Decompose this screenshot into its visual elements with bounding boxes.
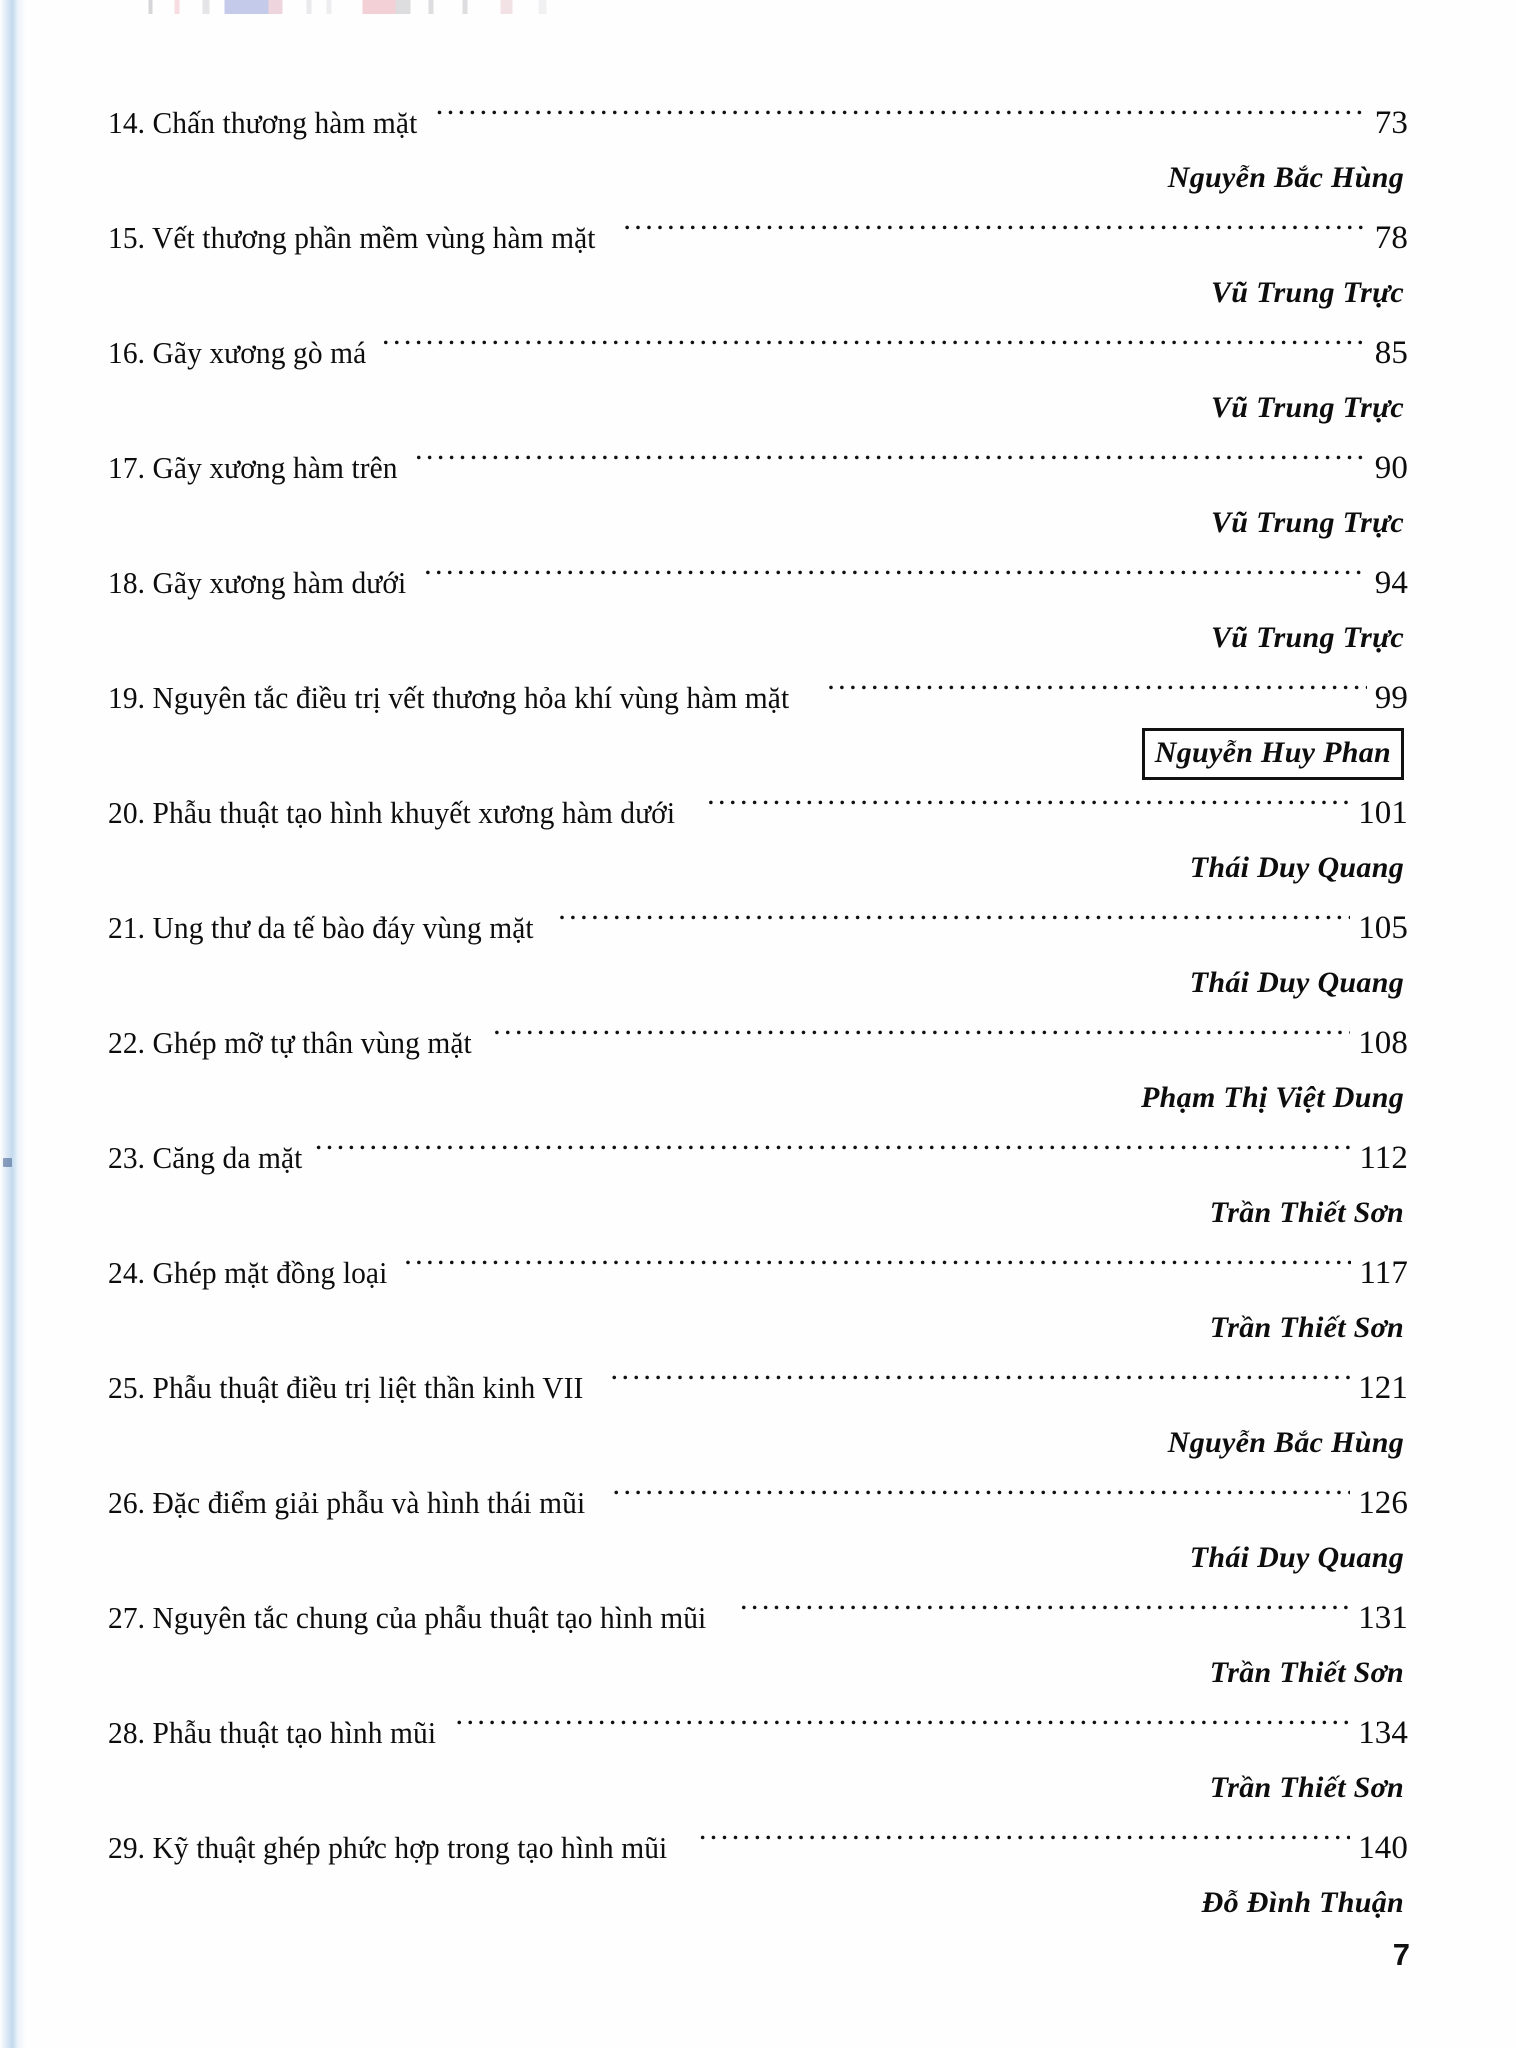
toc-entry-page-number: 73 xyxy=(1374,105,1408,141)
page-folio-number: 7 xyxy=(1392,1937,1410,1972)
toc-entry-page-number: 78 xyxy=(1374,220,1408,256)
toc-entry-line[interactable] xyxy=(108,670,1408,726)
toc-leader-dots xyxy=(493,1022,1350,1053)
toc-entry-page-number: 90 xyxy=(1374,450,1408,486)
toc-entry-page-number: 121 xyxy=(1358,1370,1408,1406)
toc-entry-line[interactable] xyxy=(108,1360,1408,1416)
toc-entry-title: 27. Nguyên tắc chung của phẫu thuật tạo hình mũi xyxy=(108,1600,707,1635)
toc-entry xyxy=(108,1590,1408,1700)
toc-entry-title: 28. Phẫu thuật tạo hình mũi xyxy=(108,1715,437,1750)
toc-entry-title: 19. Nguyên tắc điều trị vết thương hỏa khí vùng hàm mặt xyxy=(108,680,790,715)
scan-artifact-strip xyxy=(110,0,710,14)
toc-entry-author: Nguyễn Bắc Hùng xyxy=(1167,161,1404,194)
toc-entry xyxy=(108,95,1408,205)
table-of-contents xyxy=(108,95,1408,1935)
toc-entry-line[interactable] xyxy=(108,1475,1408,1531)
toc-entry-title: 20. Phẫu thuật tạo hình khuyết xương hàm dưới xyxy=(108,795,676,830)
toc-entry xyxy=(108,900,1408,1010)
toc-entry-line[interactable] xyxy=(108,1820,1408,1876)
toc-entry-author: Nguyễn Bắc Hùng xyxy=(1167,1426,1404,1459)
toc-entry-page-number: 99 xyxy=(1374,680,1408,716)
toc-entry-line[interactable] xyxy=(108,785,1408,841)
toc-leader-dots xyxy=(610,1367,1350,1398)
toc-leader-dots xyxy=(623,217,1367,248)
toc-entry xyxy=(108,670,1408,780)
toc-entry-page-number: 126 xyxy=(1358,1485,1408,1521)
toc-entry-page-number: 94 xyxy=(1374,565,1408,601)
toc-leader-dots xyxy=(699,1827,1350,1858)
toc-leader-dots xyxy=(740,1597,1350,1628)
toc-entry-line[interactable] xyxy=(108,1705,1408,1761)
toc-leader-dots xyxy=(424,562,1367,593)
toc-leader-dots xyxy=(382,332,1367,363)
toc-entry xyxy=(108,1015,1408,1125)
toc-entry-page-number: 140 xyxy=(1358,1830,1408,1866)
toc-entry-page-number: 85 xyxy=(1374,335,1408,371)
toc-entry-author: Trần Thiết Sơn xyxy=(1209,1771,1404,1804)
toc-entry xyxy=(108,325,1408,435)
toc-entry xyxy=(108,555,1408,665)
toc-entry-title: 29. Kỹ thuật ghép phức hợp trong tạo hình mũi xyxy=(108,1830,668,1865)
toc-entry xyxy=(108,785,1408,895)
toc-entry-page-number: 131 xyxy=(1358,1600,1408,1636)
toc-leader-dots xyxy=(315,1137,1352,1168)
page-edge-shadow xyxy=(0,0,26,2048)
toc-leader-dots xyxy=(455,1712,1350,1743)
toc-entry-page-number: 101 xyxy=(1358,795,1408,831)
annotation-box: Nguyễn Huy Phan xyxy=(1142,728,1404,780)
toc-leader-dots xyxy=(415,447,1367,478)
toc-entry xyxy=(108,440,1408,550)
toc-entry-author: Vũ Trung Trực xyxy=(1210,621,1404,654)
toc-entry-author: Thái Duy Quang xyxy=(1189,851,1404,884)
toc-entry xyxy=(108,1360,1408,1470)
toc-entry-author: Thái Duy Quang xyxy=(1189,1541,1404,1574)
toc-entry-title: 24. Ghép mặt đồng loại xyxy=(108,1255,388,1290)
toc-entry-title: 15. Vết thương phần mềm vùng hàm mặt xyxy=(108,220,596,255)
toc-entry-author-boxed xyxy=(108,726,1408,780)
toc-entry xyxy=(108,1130,1408,1240)
toc-leader-dots xyxy=(404,1252,1351,1283)
toc-entry-author: Vũ Trung Trực xyxy=(1210,391,1404,424)
toc-leader-dots xyxy=(436,102,1367,133)
toc-entry-author: Đỗ Đình Thuận xyxy=(1201,1886,1404,1919)
toc-leader-dots xyxy=(558,907,1350,938)
toc-entry-title: 18. Gãy xương hàm dưới xyxy=(108,565,407,600)
toc-entry-author: Phạm Thị Việt Dung xyxy=(1141,1081,1404,1114)
toc-entry-author: Trần Thiết Sơn xyxy=(1209,1311,1404,1344)
toc-entry-title: 17. Gãy xương hàm trên xyxy=(108,450,398,485)
toc-entry-author: Trần Thiết Sơn xyxy=(1209,1196,1404,1229)
toc-entry-page-number: 108 xyxy=(1358,1025,1408,1061)
toc-entry xyxy=(108,1245,1408,1355)
toc-entry-title: 25. Phẫu thuật điều trị liệt thần kinh VII xyxy=(108,1370,584,1405)
toc-entry-title: 16. Gãy xương gò má xyxy=(108,335,367,370)
toc-entry-title: 26. Đặc điểm giải phẫu và hình thái mũi xyxy=(108,1485,586,1520)
toc-entry-page-number: 105 xyxy=(1358,910,1408,946)
toc-entry-line[interactable] xyxy=(108,95,1408,151)
toc-entry xyxy=(108,1475,1408,1585)
toc-entry-author: Vũ Trung Trực xyxy=(1210,276,1404,309)
toc-entry-line[interactable] xyxy=(108,440,1408,496)
toc-entry xyxy=(108,1820,1408,1930)
toc-entry-line[interactable] xyxy=(108,1245,1408,1301)
toc-entry-author: Vũ Trung Trực xyxy=(1210,506,1404,539)
toc-entry xyxy=(108,210,1408,320)
toc-entry xyxy=(108,1705,1408,1815)
toc-entry-line[interactable] xyxy=(108,555,1408,611)
toc-entry-page-number: 117 xyxy=(1359,1255,1408,1291)
toc-entry-line[interactable] xyxy=(108,325,1408,381)
toc-entry-line[interactable] xyxy=(108,1590,1408,1646)
toc-entry-page-number: 112 xyxy=(1359,1140,1408,1176)
toc-entry-line[interactable] xyxy=(108,1015,1408,1071)
page-edge-mark xyxy=(3,1158,12,1167)
toc-entry-line[interactable] xyxy=(108,900,1408,956)
toc-entry-title: 22. Ghép mỡ tự thân vùng mặt xyxy=(108,1025,472,1060)
toc-entry-line[interactable] xyxy=(108,210,1408,266)
toc-entry-title: 21. Ung thư da tế bào đáy vùng mặt xyxy=(108,910,534,945)
toc-entry-line[interactable] xyxy=(108,1130,1408,1186)
toc-entry-title: 23. Căng da mặt xyxy=(108,1140,303,1175)
toc-entry-author: Thái Duy Quang xyxy=(1189,966,1404,999)
toc-entry-author: Trần Thiết Sơn xyxy=(1209,1656,1404,1689)
toc-entry-page-number: 134 xyxy=(1358,1715,1408,1751)
toc-entry-title: 14. Chấn thương hàm mặt xyxy=(108,105,418,140)
toc-leader-dots xyxy=(827,677,1367,708)
toc-leader-dots xyxy=(612,1482,1350,1513)
toc-leader-dots xyxy=(707,792,1350,823)
